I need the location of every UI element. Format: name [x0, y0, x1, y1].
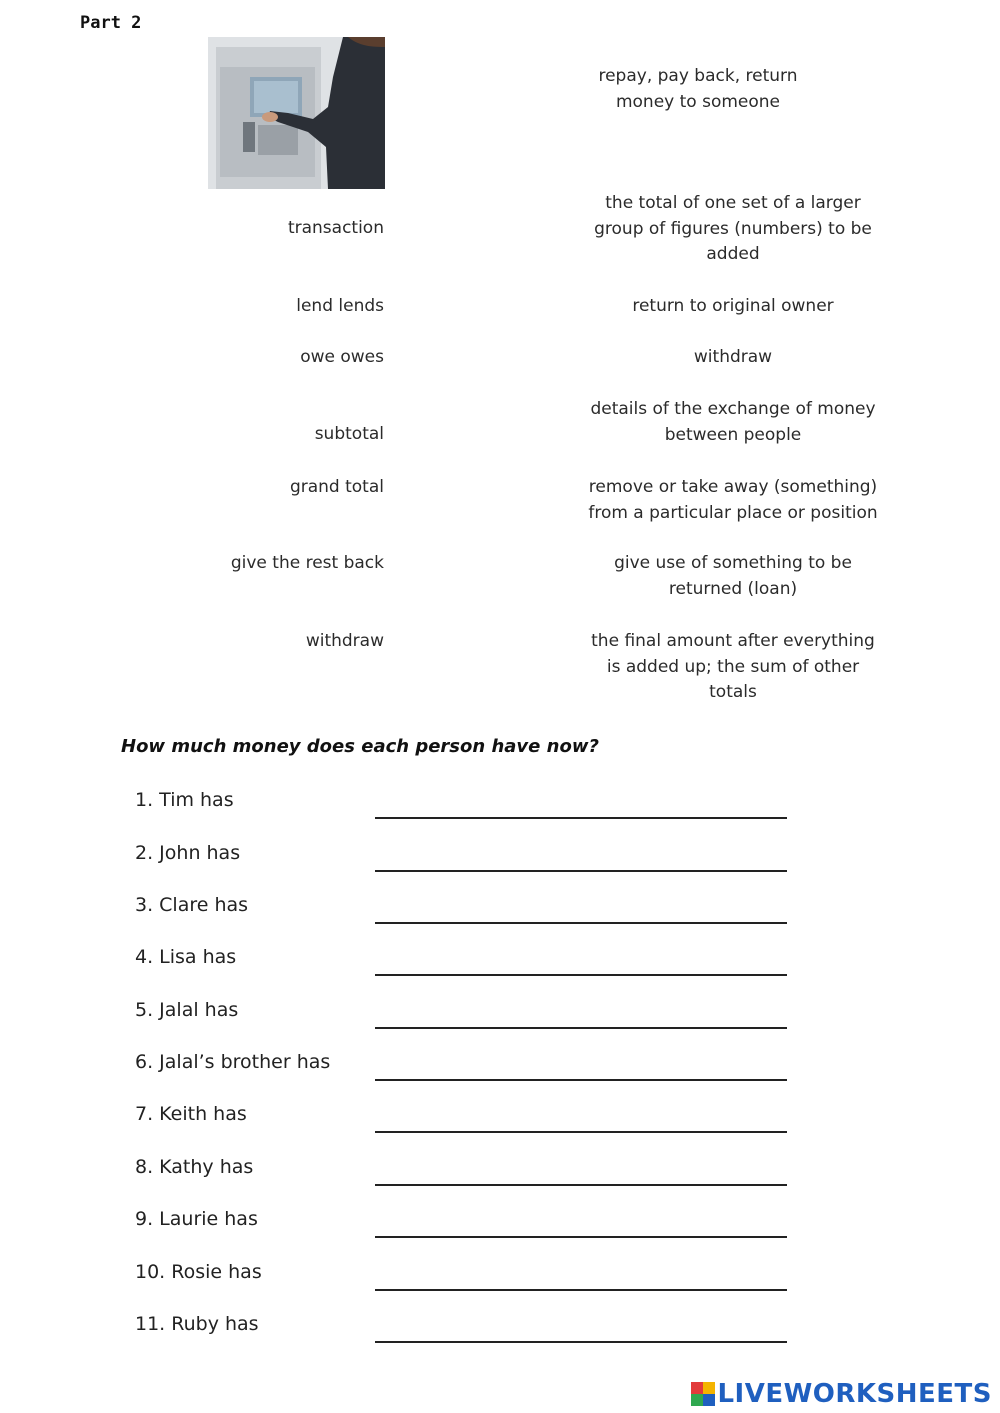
definition-return[interactable]: return to original owner — [632, 296, 834, 316]
answer-label: 5. Jalal has — [135, 999, 239, 1021]
answer-label: 7. Keith has — [135, 1103, 247, 1125]
answer-input[interactable] — [375, 1131, 787, 1133]
answer-input[interactable] — [375, 870, 787, 872]
answer-row — [135, 789, 795, 829]
answer-row — [135, 842, 795, 882]
answer-row — [135, 1156, 795, 1196]
term-grand-total[interactable]: grand total — [289, 477, 384, 497]
answer-input[interactable] — [375, 1289, 787, 1291]
liveworksheets-logo[interactable] — [691, 1379, 992, 1409]
answer-input[interactable] — [375, 1341, 787, 1343]
liveworksheets-logo-icon — [691, 1382, 715, 1406]
answer-input[interactable] — [375, 1236, 787, 1238]
term-give-rest-back[interactable]: give the rest back — [230, 553, 384, 573]
definition-lend[interactable]: give use of something to be returned (loan) — [614, 553, 852, 599]
logo-square-red — [691, 1382, 703, 1394]
term-lend[interactable]: lend lends — [296, 296, 384, 316]
answer-label: 3. Clare has — [135, 894, 249, 916]
definition-subtotal[interactable]: the total of one set of a larger group of figures (numbers) to be added — [594, 193, 872, 264]
answer-row — [135, 1051, 795, 1091]
answer-row — [135, 1208, 795, 1248]
answer-input[interactable] — [375, 817, 787, 819]
term-owe[interactable]: owe owes — [300, 347, 384, 367]
answer-label: 8. Kathy has — [135, 1156, 254, 1178]
answer-label: 2. John has — [135, 842, 241, 864]
logo-square-blue — [703, 1394, 715, 1406]
answer-label: 6. Jalal’s brother has — [135, 1051, 331, 1073]
definition-grand-total[interactable]: the final amount after everything is added up; the sum of other totals — [591, 631, 875, 702]
part-title: Part 2 — [80, 13, 142, 33]
answer-row — [135, 999, 795, 1039]
answer-input[interactable] — [375, 1079, 787, 1081]
term-withdraw[interactable]: withdraw — [305, 631, 384, 651]
term-subtotal[interactable]: subtotal — [314, 424, 384, 444]
definition-transaction[interactable]: details of the exchange of money between people — [590, 399, 876, 445]
question-heading: How much money does each person have now? — [121, 736, 599, 757]
logo-text: LIVEWORKSHEETS — [717, 1379, 992, 1409]
atm-photo — [208, 37, 385, 189]
definition-withdraw[interactable]: withdraw — [693, 347, 773, 367]
answer-row — [135, 946, 795, 986]
answer-label: 10. Rosie has — [135, 1261, 262, 1283]
answer-row — [135, 1261, 795, 1301]
answer-input[interactable] — [375, 1027, 787, 1029]
answer-label: 9. Laurie has — [135, 1208, 258, 1230]
answer-input[interactable] — [375, 974, 787, 976]
definition-remove[interactable]: remove or take away (something) from a particular place or position — [588, 477, 878, 523]
answer-label: 1. Tim has — [135, 789, 234, 811]
answer-label: 4. Lisa has — [135, 946, 237, 968]
logo-square-green — [691, 1394, 703, 1406]
answer-input[interactable] — [375, 1184, 787, 1186]
logo-square-yellow — [703, 1382, 715, 1394]
answer-row — [135, 1313, 795, 1353]
answer-label: 11. Ruby has — [135, 1313, 259, 1335]
definition-repay[interactable]: repay, pay back, return money to someone — [598, 66, 798, 112]
answer-input[interactable] — [375, 922, 787, 924]
answer-row — [135, 1103, 795, 1143]
term-transaction[interactable]: transaction — [287, 218, 384, 238]
answer-row — [135, 894, 795, 934]
